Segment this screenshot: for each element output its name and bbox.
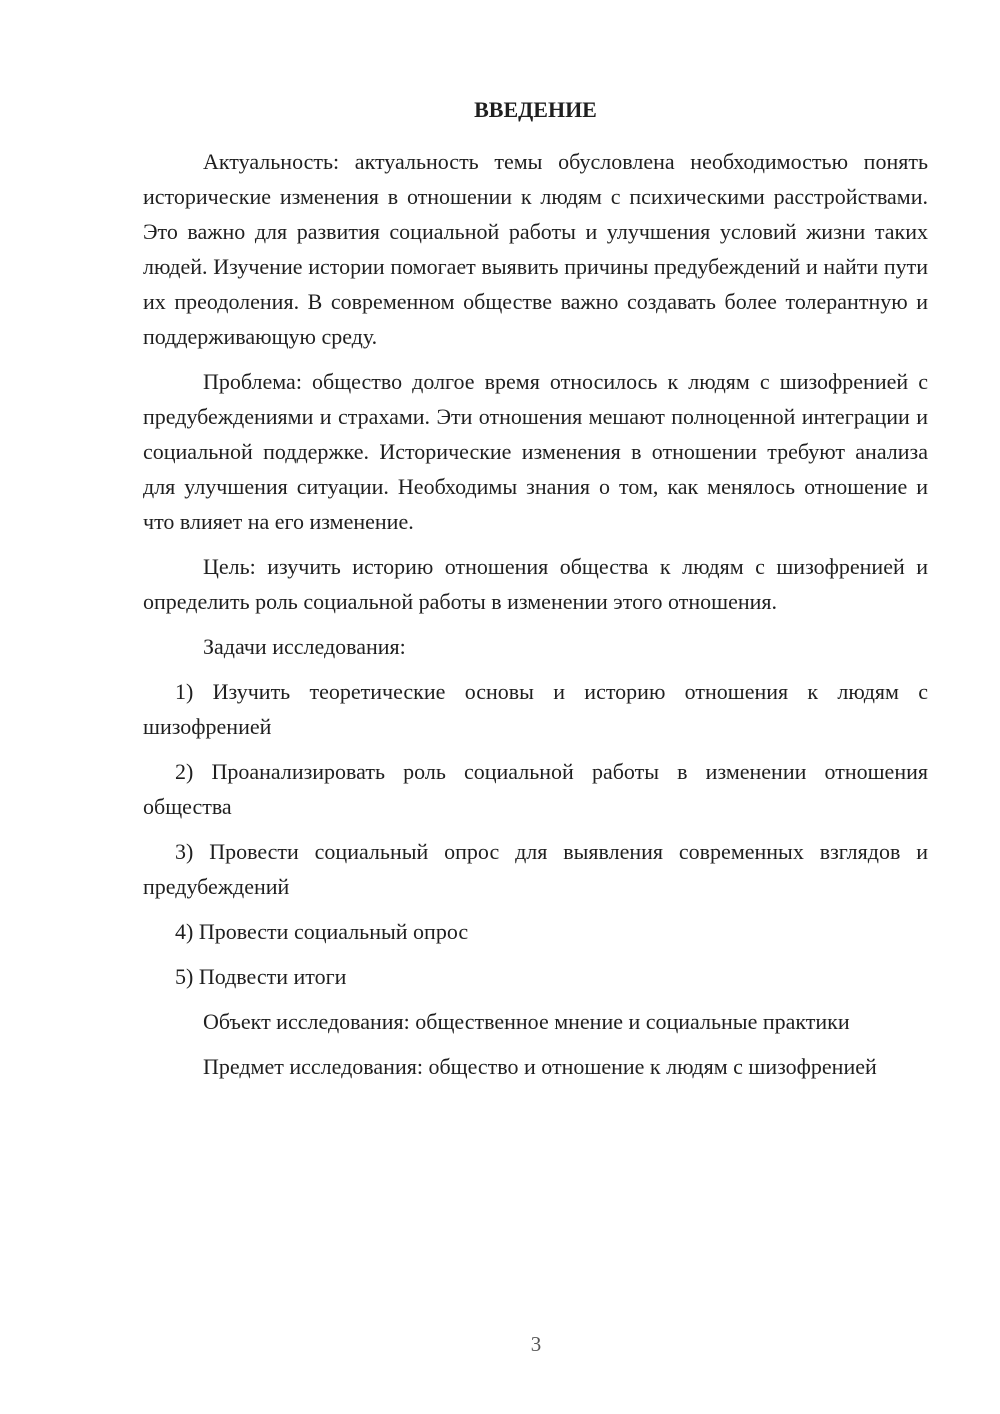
list-item: 2) Проанализировать роль социальной работы в изменении отношения общества	[143, 759, 928, 819]
goal-paragraph: Цель: изучить историю отношения общества к людям с шизофренией и определить роль социальной работы в изменении этого отношения.	[143, 554, 928, 614]
problem-paragraph: Проблема: общество долгое время относилось к людям с шизофренией с предубеждениями и страхами. Эти отношения мешают полноценной интеграции и социальной поддержке. Исторические изменения в отношении требуют анализа для улучшения ситуации. Необходимы знания о том, как менялось отношение и что влияет на его изменение.	[143, 369, 928, 534]
list-item: 4) Провести социальный опрос	[175, 919, 469, 944]
list-item: 5) Подвести итоги	[175, 964, 347, 989]
tasks-title: Задачи исследования:	[203, 634, 406, 659]
tasks-list	[143, 674, 928, 994]
relevance-paragraph: Актуальность: актуальность темы обусловлена необходимостью понять исторические изменения в отношении к людям с психическими расстройствами. Это важно для развития социальной работы и улучшения условий жизни таких людей. Изучение истории помогает выявить причины предубеждений и найти пути их преодоления. В современном обществе важно создавать более толерантную и поддерживающую среду.	[143, 149, 928, 349]
list-item: 1) Изучить теоретические основы и историю отношения к людям с шизофренией	[143, 679, 928, 739]
page-number: 3	[530, 1332, 542, 1356]
document-page	[143, 92, 928, 1084]
subject-paragraph: Предмет исследования: общество и отношение к людям с шизофренией	[203, 1054, 877, 1079]
page-title: ВВЕДЕНИЕ	[474, 97, 597, 122]
object-paragraph: Объект исследования: общественное мнение и социальные практики	[203, 1009, 850, 1034]
list-item: 3) Провести социальный опрос для выявления современных взглядов и предубеждений	[143, 839, 928, 899]
